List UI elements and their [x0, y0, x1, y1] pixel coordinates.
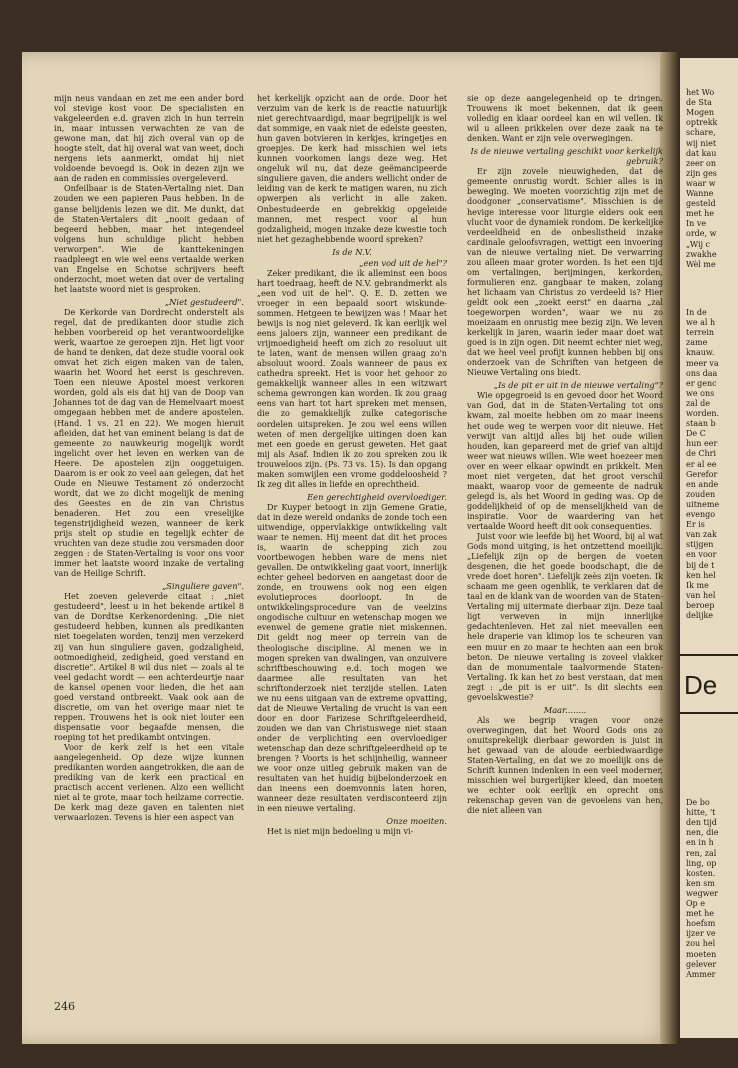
right-page-line: dat kau — [686, 148, 717, 158]
section-heading: „een vod uit de hel"? — [359, 257, 447, 268]
right-page-line: Ik me — [686, 580, 709, 590]
right-page-line: Mogen — [686, 108, 715, 118]
section-heading: Een gerechtigheid overvloediger. — [307, 491, 447, 502]
column-3 — [467, 94, 663, 816]
right-page-line: we al h — [686, 318, 716, 328]
paragraph: mijn neus vandaan en zet me een ander bord vol stevige kost voor. De specialisten en vakgeleerden e.d. graven zich in hun terrein in, maar intussen verwachten ze van de gewone man, dat hij zich overal van op de hoogte stelt, dat hij overal wat van weet, doch nergens iets aanmerkt, omdat hij niet voldoende bevoegd is. Ook in dezen zijn we aan de raden en commissies overgeleverd. — [54, 94, 244, 184]
right-page-line: en in h — [686, 838, 714, 848]
paragraph: Dr Kuyper betoogt in zijn Gemene Gratie, dat in deze wereld ondanks de zonde toch een uitwendige, oppervlakkige ontwikkeling valt waar te nemen. Hij meent dat dit het proces is, waarin de schepping zich zou voortbewogen hebben ware de mens niet gevallen. De ontwikkeling gaat voort, innerlijk echter geheel bedorven en aangetast door de zonde, en trouwens ook nog een eigen evolutieproces doorloopt. In de ontwikkelingsprocedure van de veelzins ongodische cultuur en wetenschap mogen we evenwel de gemene gratie niet miskennen. Dit geldt nog meer op terrein van de theologische discipline. Al menen we in mogen spreken van dwalingen, van onzuivere schriftbeschouwing e.d. toch mogen we daarmee alle resultaten van het schriftonderzoek niet terzijde stellen. Laten we nu eens uitgaan van de extreme opvatting, dat de Nieuwe Vertaling de vrucht is van een door en door Farizese Schriftgeleerdheid, zouden we dan van Christuswege niet staan onder de verplichting een overvloediger wetenschap dan deze schriftgeleerdheid op te brengen ? Voorts is het schijnheilig, wanneer we voor onze uitleg gebruik maken van de resultaten van het huidig bijbelonderzoek en dan ineens een doemvonnis laten horen, wanneer deze resultaten verdisconteerd zijn in een nieuwe vertaling. — [257, 502, 447, 814]
right-page-line: moeten — [686, 949, 717, 959]
right-page-line: hun eer — [686, 439, 718, 449]
right-page-line: ken hel — [686, 570, 716, 580]
right-page-edge — [680, 58, 738, 1038]
right-page-line: optrekk — [686, 118, 718, 128]
right-page-line: zwakhe — [686, 249, 717, 259]
right-page-line: zame — [686, 338, 708, 348]
right-page-line: er genc — [686, 378, 717, 388]
right-page-line: met he — [686, 209, 714, 219]
divider-rule — [680, 654, 738, 656]
right-page-line: Ammer — [686, 969, 716, 979]
right-page-line: terrein — [686, 328, 715, 338]
right-page-line: en voor — [686, 550, 717, 560]
paragraph: Het zoeven geleverde citaat : „niet gestudeerd", leest u in het bekende artikel 8 van de Dordtse Kerkenordening. „Die niet gestudeerd hebben, kunnen als predikanten niet toegelaten worden, tenzij men verzekerd zij van hun singuliere gaven, godzaligheid, ootmoedigheid, zedigheid, goed verstand en discretie". Artikel 8 wil dus niet — zoals al te veel gedacht wordt — een achterdeurtje naar de kansel openen voor lieden, die het aan goed verstand ontbreekt. Vaak ook aan de discretie, om van het overige maar niet te reppen. Trouwens het is ook niet louter een dispensatie voor begaafde mensen, die roeping tot het predikambt ontvingen. — [54, 592, 244, 742]
right-page-line: van hel — [686, 590, 716, 600]
right-page-line: Gerefor — [686, 469, 718, 479]
right-page-line: wegwer — [686, 888, 719, 898]
right-page-line: ken sm — [686, 878, 715, 888]
right-page-line: zal de — [686, 398, 710, 408]
right-page-line: Er is — [686, 520, 705, 530]
right-page-line: zijn ges — [686, 168, 717, 178]
section-heading: Onze moeiten. — [386, 816, 447, 827]
paragraph: De Kerkorde van Dordrecht onderstelt als regel, dat de predikanten door studie zich hebben voorbereid op het verantwoordelijke werk, waartoe ze geroepen zijn. Het ligt voor de hand te denken, dat deze studie vooral ook omvat het zich eigen maken van de talen, waarin het Woord het eerst is geschreven. Toen een nieuwe Apostel moest verkoren worden, gold als eis dat hij van de Doop van Johannes tot de dag van de Hemelvaart moest omgegaan hebben met de andere apostelen. (Hand. 1 vs. 21 en 22). We mogen hieruit afleiden, dat het van eminent belang is dat de gemeente zo nauwkeurig mogelijk wordt ingelicht over het leven en werken van de Heere. De apostelen zijn ooggetuigen. Daarom is er ook zo veel aan gelegen, dat het Oude en Nieuwe Testament zó onderzocht wordt, dat we zo dicht mogelijk de mening des Geestes en de zin van Christus benaderen. Het zou een vreselijke tegenstrijdigheid wezen, wanneer de kerk prijs stelt op studie en tegelijk echter de vruchten van deze studie zou versmaden door zeggen : de Staten-Vertaling is voor ons voor immer het laatste woord inzake de vertaling van de Heilige Schrift. — [54, 307, 244, 579]
right-page-line: ling, op — [686, 858, 717, 868]
right-page-line: met he — [686, 909, 714, 919]
right-page-line: delijke — [686, 611, 714, 620]
paragraph: het kerkelijk opzicht aan de orde. Door het verzuim van de kerk is de reactie natuurlijk niet gerechtvaardigd, maar begrijpelijk is wel dat sommige, en vaak niet de edelste geesten, hun gaven botvieren in kerkjes, kringetjes en groepjes. De kerk had misschien wel iets kunnen voorkomen langs deze weg. Het ongeluk wil nu, dat deze geëmancipeerde singuliere gaven, die anders wellicht onder de leiding van de kerk te matigen waren, nu zich opwerpen als verlicht in alle zaken. Onbestudeerde en gebrekkig opgeleide mannen, met respect voor al hun godzaligheid, mogen inzake deze kwestie toch niet het gezaghebbende woord spreken? — [257, 94, 447, 244]
right-page-line: beroep — [686, 600, 715, 610]
right-page-line: kosten. — [686, 868, 716, 878]
divider-rule — [680, 712, 738, 714]
right-page-line: „Wij c — [686, 239, 711, 249]
right-page-line: de Chri — [686, 449, 717, 459]
right-page-line: evengo — [686, 510, 716, 519]
right-page-line: het Wo — [686, 88, 715, 97]
right-page-line: wij niet — [686, 138, 717, 148]
section-heading: „Is de pit er uit in de nieuwe vertaling"? — [493, 380, 663, 391]
right-page-line: ijzer ve — [686, 929, 716, 939]
right-page-line: De C — [686, 429, 706, 439]
right-page-line: den tijd — [686, 818, 717, 828]
right-page-line: waar w — [686, 178, 716, 188]
column-1 — [54, 94, 244, 823]
right-page-line: ons daa — [686, 368, 718, 378]
right-page-line: In de — [686, 308, 707, 317]
right-page-line: ren, zal — [686, 848, 717, 858]
right-page-line: we ons — [686, 388, 715, 398]
right-page-line: Op e — [686, 899, 705, 908]
paragraph: Er zijn zovele nieuwigheden, dat de gemeente onrustig wordt. Schier alles is in beweging. We moeten voorzichtig zijn met de doodgoner „conservatisme". Misschien is de hevige interesse voor liturgie elders ook een vlucht voor de dynamiek rondom. De kerkelijke verdeeldheid en de onbeslistheid inzake cardinale geloofsvragen, wettigt een invoering van de nieuwe vertaling niet. De verwarring zou alleen maar groter worden. Is het een tijd om vertalingen, berijmingen, kerkorden, formulieren enz. gangbaar te maken, zolang het lichaam van Christus zo verdeeld is? Hier geldt ook een „zoekt eerst" en daarna „zal toegeworpen worden", waar we nu zo moeizaam en onrustig mee bezig zijn. We leven kerkelijk in jaren, waarin ieder maar doet wat goed is in zijn ogen. Dit neemt echter niet weg, dat we heel veel profijt kunnen hebben bij ons onderzoek van de Schriften van hetgeen de Nieuwe Vertaling ons biedt. — [467, 167, 663, 378]
paragraph: Onfeilbaar is de Staten-Vertaling niet. Dan zouden we een papieren Paus hebben. In de ganse belijdenis lezen we dit. Me dunkt, dat de Staten-Vertalers dit „nooit gedaan of begeerd hebben, maar het integendeel volgens hun schuldige plicht hebben verworpen". Wie de kanttekeningen raadpleegt en wie wel eens vertaalde werken van Engelse en Schotse schrijvers heeft onderzocht, moet weten dat over de vertaling het laatste woord niet is gesproken. — [54, 184, 244, 294]
section-heading: „Singuliere gaven". — [161, 581, 244, 592]
right-page-line: zouden — [686, 489, 716, 499]
right-page-line: Wanne — [686, 189, 714, 198]
paragraph: Voor de kerk zelf is het een vitale aangelegenheid. Op deze wijze kunnen predikanten worden aangetrokken, die aan de prediking van de kerk een practical en practisch accent verlenen. Alzo een wellicht niet al te grote, maar toch heilzame correctie. De kerk mag deze gaven en talenten niet verwaarlozen. Tevens is hier een aspect van — [54, 743, 244, 823]
right-page-heading: De — [684, 670, 718, 700]
right-page-line: nen, die — [686, 828, 719, 838]
book-gutter — [660, 52, 680, 1044]
right-page-line: knauw. — [686, 348, 715, 358]
right-page-line: orde, w — [686, 229, 717, 239]
paragraph: Juist voor wie leefde bij het Woord, bij al wat Gods mond uitging, is het ontzettend moeilijk. „Liefelijk zijn op de bergen de voeten desgenen, die het goede boodschapt, die de vrede doet horen". Liefelijk zeès zijn voeten. Ik schaam me geen ogenblik, te verklaren dat de taal en de klank van de woorden van de Staten-Vertaling mij uitermate dierbaar zijn. Deze taal ligt verweven in mijn innerlijke gedachtenleven. Het zal niet meevallen een hele draperie van klimop los te scheuren van een muur en zo maar te hechten aan een brok beton. De nieuwe vertaling is zoveel vlakker dan de monumentale taalvormende Staten-Vertaling. Ik kan het zo best verstaan, dat men zegt : „de pit is er uit". Is dit slechts een gevoelskwestie? — [467, 532, 663, 702]
right-page-line: De bo — [686, 798, 710, 807]
paragraph: sie op deze aangelegenheid op te dringen. Trouwens ik moet bekennen, dat ik geen volledig en klaar oordeel kan en wil vellen. Ik wil u alleen prikkelen over deze zaak na te denken. Want er zijn vele overwegingen. — [467, 94, 663, 144]
right-page-line: en ande — [686, 479, 719, 489]
paragraph: Zeker predikant, die ik alleminst een boos hart toedraag, heeft de N.V. gebrandmerkt als „een vod uit de hel". Q. E. D. zetten we vroeger in een bepaald soort wiskunde-sommen. Hetgeen te bewijzen was ! Maar het bewijs is nog niet geleverd. Ik kan eerlijk wel eens jaloers zijn, wanneer een predikant de vrijmoedigheid heeft om zich zo resoluut uit te laten, want de mensen willen graag zo'n absoluut woord. Zoals wanneer de paus ex cathedra spreekt. Het is voor het gehoor zo gemakkelijk wanneer alles in een witzwart schema gewrongen kan worden. Ik zou graag eens van hart tot hart spreken met mensen, die zo gemakkelijk zulke categorische oordelen uitspreken. Je zou wel eens willen weten of men dergelijke uitingen doen kan met een goede en gerust geweten. Het gaat mij als Asaf. Indien ik zo zou spreken zou ik trouweloos zijn. (Ps. 73 vs. 15). Is dan opgang maken somwijlen een vrome goddeloosheid ? Ik zeg dit alles in liefde en oprechtheid. — [257, 268, 447, 489]
right-page-line: gelever — [686, 959, 717, 969]
right-page-line: schare, — [686, 128, 716, 138]
right-page-line: uitneme — [686, 499, 720, 509]
right-page-line: zeer on — [686, 158, 717, 168]
right-page-line: hitte, 't — [686, 808, 716, 818]
section-heading: Is de nieuwe vertaling geschikt voor kerkelijk gebruik? — [470, 146, 663, 167]
page-number: 246 — [54, 1000, 75, 1013]
paragraph: Wie opgegroeid is en gevoed door het Woord van God, dat in de Staten-Vertaling tot ons kwam, zal moeite hebben om zo maar ineens het oude weg te werpen voor dit nieuwe. Het verwijt van altijd alles bij het oude willen houden, kan gepareerd met de grief van altijd weer wat nieuws willen. Wie weet hoezeer men over en weer elkaar opwindt en prikkelt. Men moet niet vergeten, dat het groot verschil maakt, waarop voor de gemeente de nadruk gelegd is, als het Woord in geding was. Op de goddelijkheid of op de menselijkheid van de inspiratie. Voor de waardering van het vertaalde Woord heeft dit ook consequenties. — [467, 391, 663, 531]
right-page-line: bij de t — [686, 560, 715, 570]
paragraph: Als we begrip vragen voor onze overwegingen, dat het Woord Gods ons zo onuitsprekelijk dierbaar geworden is juist in het gewaad van de aloude eerbiedwaardige Staten-Vertaling, en dat we zo moeilijk ons de Schrift kunnen indenken in een veel moderner, misschien wel burgerlijker kleed, dan moeten we echter ook eerlijk en oprecht ons rekenschap geven van de gevoelens van hen, die niet alleen van — [467, 715, 663, 816]
section-heading: Is de N.V. — [332, 246, 372, 257]
right-page-line: er al ee — [686, 459, 717, 469]
section-heading: Maar........ — [543, 704, 587, 715]
right-page-line: van zak — [686, 530, 717, 540]
right-page-line: stijgen — [686, 540, 714, 550]
right-page-line: staan b — [686, 419, 716, 429]
right-page-line: worden. — [686, 409, 720, 418]
right-page-line: gesteld — [686, 199, 716, 209]
paragraph: Het is niet mijn bedoeling u mijn vi- — [267, 827, 414, 837]
right-page-line: hoefsm — [686, 919, 716, 929]
right-page-line: Wèl me — [686, 259, 716, 269]
column-2 — [257, 94, 447, 837]
section-heading: „Niet gestudeerd". — [164, 296, 244, 307]
right-page-line: zou hel — [686, 939, 716, 949]
right-page-line: In ve — [686, 219, 707, 229]
right-page-line: meer va — [686, 358, 719, 368]
right-page-line: de Sta — [686, 98, 712, 108]
